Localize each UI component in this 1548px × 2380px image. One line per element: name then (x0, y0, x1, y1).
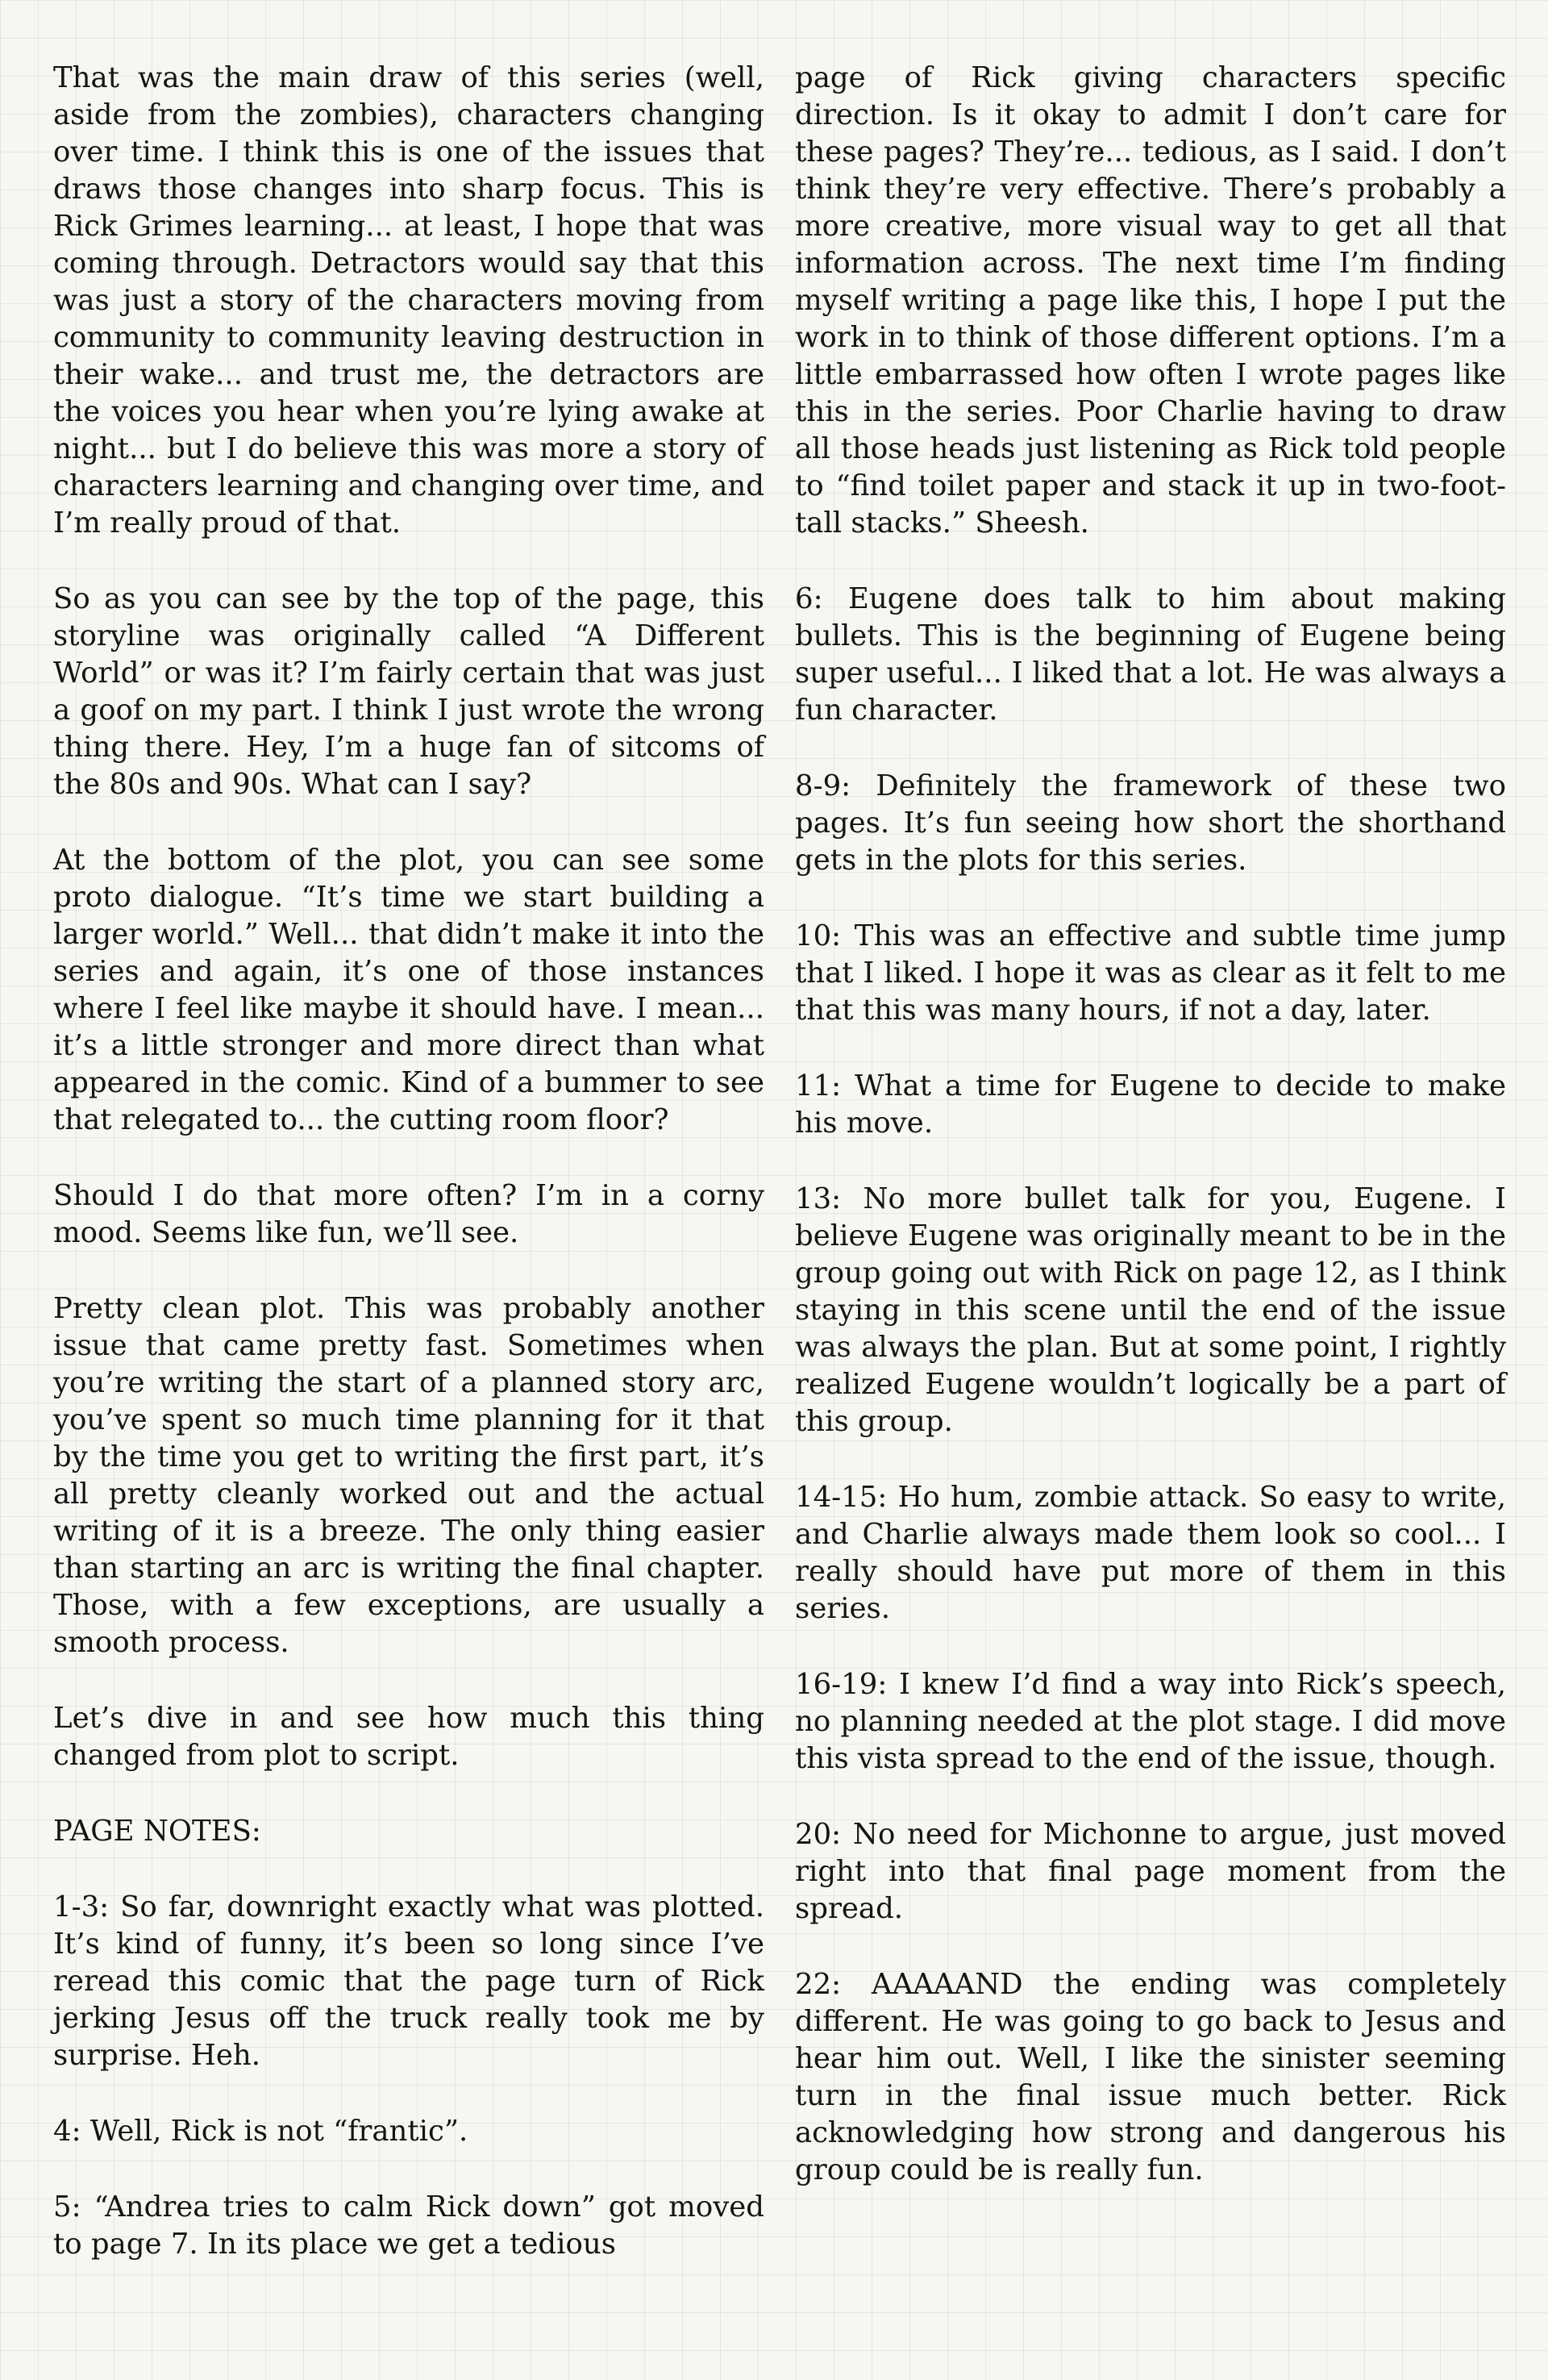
section-heading: PAGE NOTES: (53, 1815, 261, 1848)
right-text-column (795, 60, 1506, 2189)
page-note: 13: No more bullet talk for you, Eugene. I believe Eugene was originally meant to be in the group going out with Rick on page 12, as I think staying in this scene until the end of the issue was always the plan. But at some point, I rightly realized Eugene wouldn’t logically be a part of this group. (795, 1182, 1506, 1438)
page-note: 10: This was an effective and subtle time jump that I liked. I hope it was as clear as it felt to me that this was many hours, if not a day, later. (795, 919, 1506, 1027)
page-note: 6: Eugene does talk to him about making bullets. This is the beginning of Eugene being super useful... I liked that a lot. He was always a fun character. (795, 582, 1506, 727)
paragraph: Should I do that more often? I’m in a corny mood. Seems like fun, we’ll see. (53, 1179, 764, 1249)
paragraph: Pretty clean plot. This was probably another issue that came pretty fast. Sometimes when you’re writing the start of a planned story arc, you’ve spent so much time planning for it that by the time you get to writing the first part, it’s all pretty cleanly worked out and the actual writing of it is a breeze. The only thing easier than starting an arc is writing the final chapter. Those, with a few exceptions, are usually a smooth process. (53, 1292, 764, 1659)
page-note: 22: AAAAAND the ending was completely different. He was going to go back to Jesus and hear him out. Well, I like the sinister seeming turn in the final issue much better. Rick acknowledging how strong and dangerous his group could be is really fun. (795, 1968, 1506, 2186)
paragraph: Let’s dive in and see how much this thing changed from plot to script. (53, 1702, 764, 1772)
page-note: 4: Well, Rick is not “frantic”. (53, 2115, 468, 2148)
page-note: 14-15: Ho hum, zombie attack. So easy to write, and Charlie always made them look so cool... I really should have put more of them in this series. (795, 1481, 1506, 1625)
paragraph: That was the main draw of this series (well, aside from the zombies), characters changing over time. I think this is one of the issues that draws those changes into sharp focus. This is Rick Grimes learning... at least, I hope that was coming through. Detractors would say that this was just a story of the characters moving from community to community leaving destruction in their wake... and trust me, the detractors are the voices you hear when you’re lying awake at night... but I do believe this was more a story of characters learning and changing over time, and I’m really proud of that. (53, 61, 764, 540)
page-note: 20: No need for Michonne to argue, just moved right into that final page moment from the spread. (795, 1818, 1506, 1925)
left-text-column (53, 60, 764, 2263)
page-note: 8-9: Definitely the framework of these two pages. It’s fun seeing how short the shorthand gets in the plots for this series. (795, 769, 1506, 877)
page-note: 11: What a time for Eugene to decide to make his move. (795, 1069, 1506, 1140)
page-note: 5: “Andrea tries to calm Rick down” got moved to page 7. In its place we get a tedious (53, 2190, 764, 2261)
page-note: 1-3: So far, downright exactly what was plotted. It’s kind of funny, it’s been so long since I’ve reread this comic that the page turn of Rick jerking Jesus off the truck really took me by surprise. Heh. (53, 1890, 764, 2072)
paragraph: At the bottom of the plot, you can see some proto dialogue. “It’s time we start building a larger world.” Well... that didn’t make it into the series and again, it’s one of those instances where I feel like maybe it should have. I mean... it’s a little stronger and more direct than what appeared in the comic. Kind of a bummer to see that relegated to... the cutting room floor? (53, 844, 764, 1136)
paragraph: So as you can see by the top of the page, this storyline was originally called “A Different World” or was it? I’m fairly certain that was just a goof on my part. I think I just wrote the wrong thing there. Hey, I’m a huge fan of sitcoms of the 80s and 90s. What can I say? (53, 582, 764, 801)
page-note: 16-19: I knew I’d find a way into Rick’s speech, no planning needed at the plot stage. I did move this vista spread to the end of the issue, though. (795, 1668, 1506, 1775)
paragraph: page of Rick giving characters specific direction. Is it okay to admit I don’t care for these pages? They’re... tedious, as I said. I don’t think they’re very effective. There’s probably a more creative, more visual way to get all that information across. The next time I’m finding myself writing a page like this, I hope I put the work in to think of those different options. I’m a little embarrassed how often I wrote pages like this in the series. Poor Charlie having to draw all those heads just listening as Rick told people to “find toilet paper and stack it up in two-foot-tall stacks.” Sheesh. (795, 61, 1506, 540)
